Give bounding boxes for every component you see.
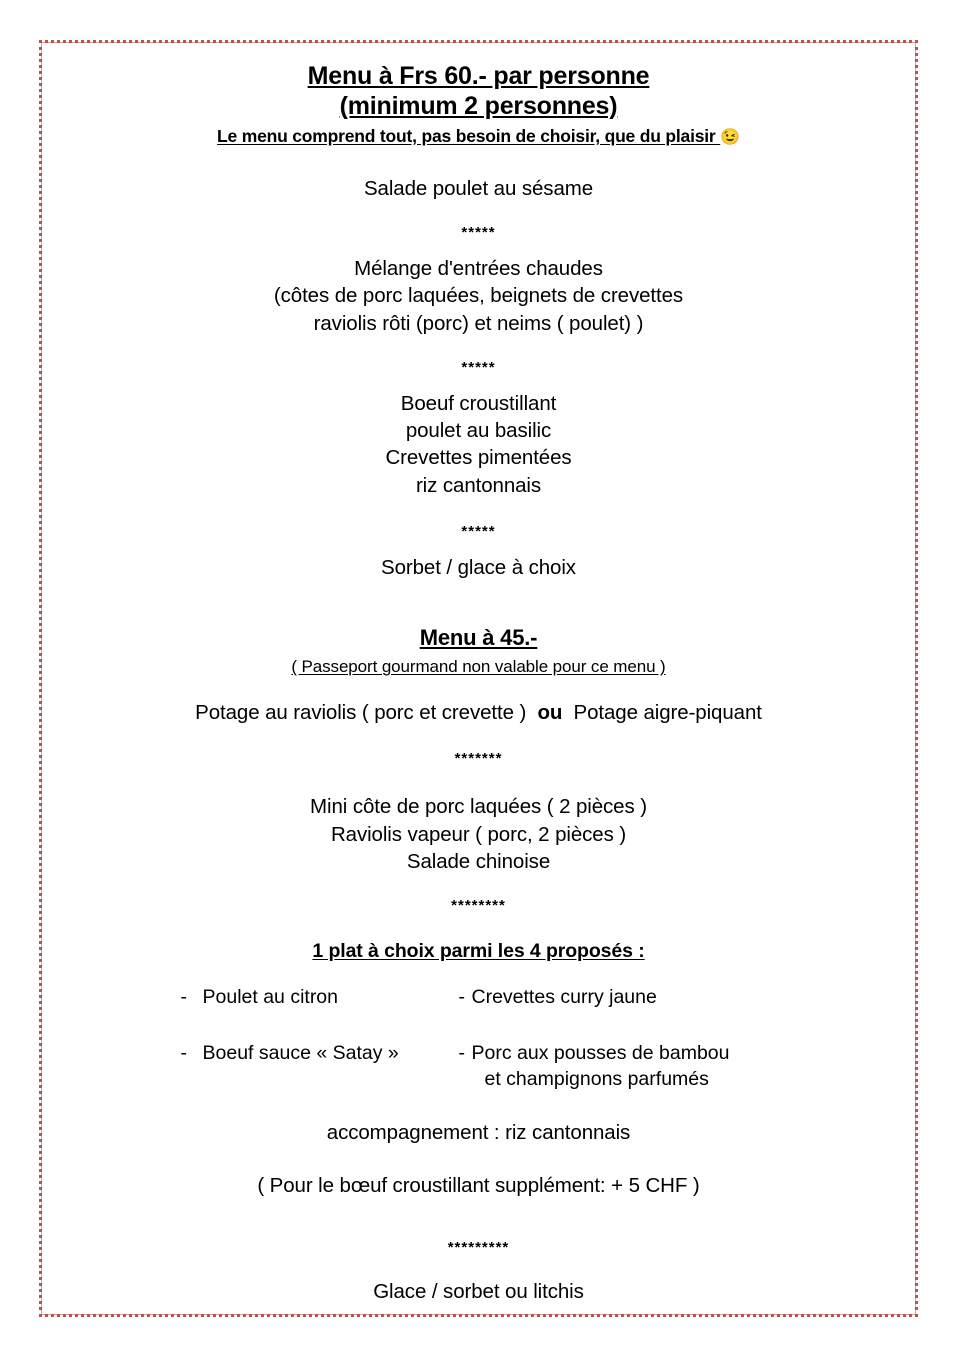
menu45-choice-right-label: Crevettes curry jaune	[471, 986, 657, 1009]
menu45-choice-right-label-line2: et champignons parfumés	[484, 1067, 709, 1090]
menu60-course-salad: Salade poulet au sésame	[363, 176, 594, 200]
menu45-starters-line3: Salade chinoise	[406, 849, 551, 873]
menu45-soup-choice	[65, 699, 892, 726]
menu45-separator-2: ********	[451, 897, 506, 915]
menu45-soup-option2: Potage aigre-piquant	[573, 701, 762, 725]
menu45-choice-left-label: Boeuf sauce « Satay »	[202, 1041, 399, 1064]
menu60-title-line2	[65, 92, 892, 122]
menu45-starters-line2: Raviolis vapeur ( porc, 2 pièces )	[330, 822, 627, 846]
bullet-dash-icon: -	[458, 986, 465, 1009]
menu45-choice-right-label-line1: Porc aux pousses de bambou	[471, 1041, 730, 1064]
menu60-title-line2-text: (minimum 2 personnes)	[339, 91, 618, 120]
menu60-course-mains	[65, 390, 892, 499]
menu45-passport-note: ( Passeport gourmand non valable pour ce menu )	[291, 657, 666, 677]
menu45-supplement-note: ( Pour le bœuf croustillant supplément: + 5 CHF )	[257, 1174, 700, 1198]
menu45-choice-left-label: Poulet au citron	[202, 986, 339, 1009]
menu60-course-hot-starters-line3: raviolis rôti (porc) et neims ( poulet) )	[313, 311, 644, 335]
menu60-course-hot-starters-line1: Mélange d'entrées chaudes	[354, 257, 603, 281]
menu45-choice-list	[159, 985, 799, 1093]
menu45-soup-option1: Potage au raviolis ( porc et crevette )	[195, 701, 527, 725]
bullet-dash-icon: -	[180, 986, 187, 1009]
menu45-dessert: Glace / sorbet ou litchis	[373, 1280, 584, 1304]
menu60-subtitle	[65, 125, 892, 149]
menu60-separator-1: *****	[461, 224, 496, 242]
menu45-soup-conjunction: ou	[537, 701, 563, 725]
menu60-course-mains-line2: poulet au basilic	[405, 419, 552, 443]
menu60-course-hot-starters-line2: (côtes de porc laquées, beignets de crevettes	[273, 284, 684, 308]
menu60-separator-3: *****	[461, 522, 496, 540]
menu60-title-line1-text: Menu à Frs 60.- par personne	[307, 62, 650, 90]
menu60-course-mains-line1: Boeuf croustillant	[400, 391, 557, 415]
bullet-dash-icon: -	[180, 1041, 187, 1064]
menu60-course-hot-starters	[65, 255, 892, 337]
menu45-starters-line1: Mini côte de porc laquées ( 2 pièces )	[310, 795, 647, 819]
menu45-separator-1: *******	[454, 750, 503, 768]
menu45-choice-right-label	[472, 1041, 730, 1093]
menu45-starters	[65, 793, 892, 875]
menu60-course-mains-line4: riz cantonnais	[415, 473, 542, 497]
menu-content	[39, 40, 918, 1317]
menu45-title-text: Menu à 45.-	[419, 625, 538, 651]
menu45-choice-item-right	[459, 1041, 799, 1093]
menu60-title-line1	[65, 62, 892, 92]
menu45-side-dish: accompagnement : riz cantonnais	[326, 1120, 631, 1144]
winking-face-icon: 😉	[720, 129, 740, 146]
menu45-title	[65, 625, 892, 651]
menu45-choice-row	[159, 985, 799, 1011]
menu60-course-dessert: Sorbet / glace à choix	[381, 555, 576, 579]
menu45-choice-item-left	[159, 985, 459, 1011]
menu60-subtitle-text: Le menu comprend tout, pas besoin de choisir, que du plaisir	[217, 126, 716, 146]
menu45-choice-row	[159, 1041, 799, 1093]
menu60-separator-2: *****	[461, 358, 496, 376]
bullet-dash-icon: -	[458, 1041, 465, 1064]
menu45-choice-heading: 1 plat à choix parmi les 4 proposés :	[312, 940, 645, 963]
menu45-separator-3: *********	[447, 1239, 510, 1257]
menu60-course-mains-line3: Crevettes pimentées	[385, 446, 572, 470]
menu45-choice-item-right	[459, 985, 799, 1011]
menu45-choice-item-left	[159, 1041, 459, 1067]
